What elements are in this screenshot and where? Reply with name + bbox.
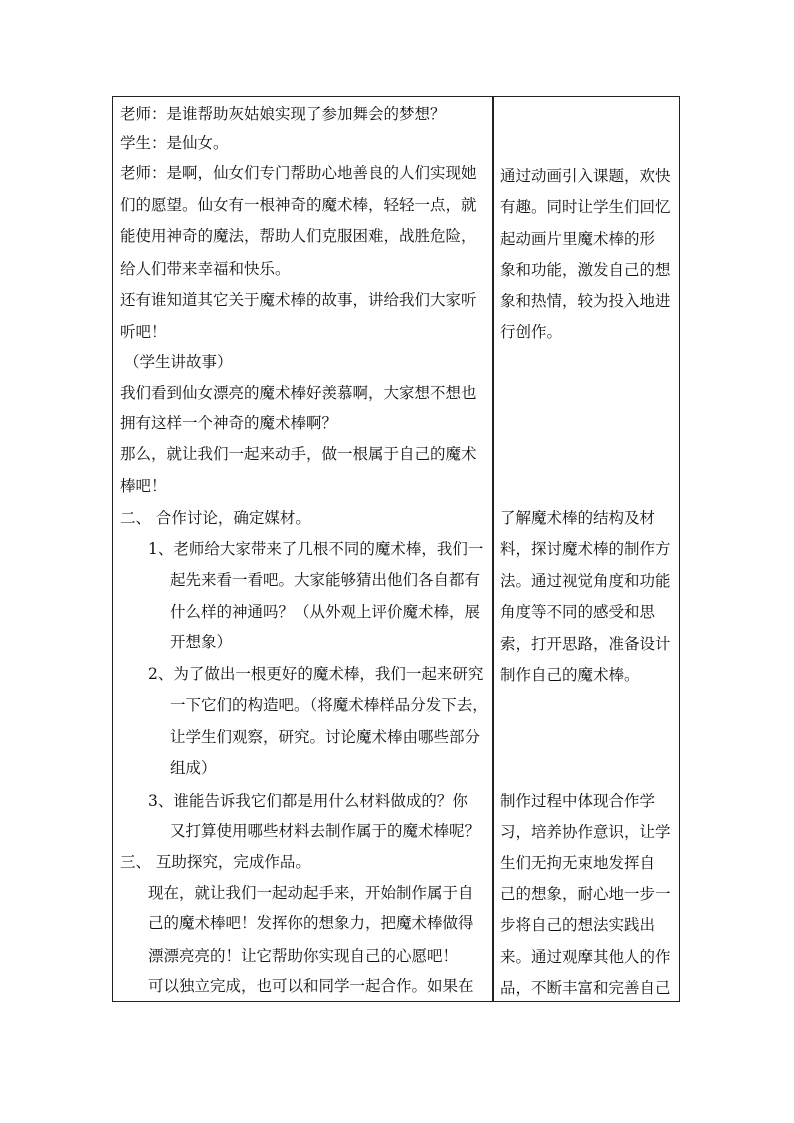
process-text-line: 还有谁知道其它关于魔术棒的故事，讲给我们大家听 [120,291,477,309]
process-text-line: 二、 合作讨论，确定媒材。 [120,509,311,527]
intent-text-line: 了解魔术棒的结构及材 [500,509,656,527]
process-text-line: 一下它们的构造吧。（将魔术棒样品分发下去， [170,696,488,714]
intent-text-line: 制作过程中体现合作学 [500,792,656,810]
process-text-line: 什么样的神通吗？（从外观上评价魔术棒，展 [170,603,481,621]
process-text-line: 1、老师给大家带来了几根不同的魔术棒，我们一 [148,540,484,558]
intent-text-line: 料，探讨魔术棒的制作方 [500,540,671,558]
intent-text-line: 索，打开思路，准备设计 [500,635,671,653]
process-text-line: 漂漂亮亮的！让它帮助你实现自己的心愿吧！ [148,947,459,965]
process-text-line: 们的愿望。仙女有一根神奇的魔术棒，轻轻一点，就 [120,196,477,214]
process-text-line: 学生：是仙女。 [120,134,229,152]
process-text-line: 2、为了做出一根更好的魔术棒，我们一起来研究 [148,665,484,683]
process-text-line: 听吧！ [120,323,167,341]
process-text-line: 老师：是谁帮助灰姑娘实现了参加舞会的梦想？ [120,105,446,123]
intent-text-line: 来。通过观摩其他人的作 [500,948,671,966]
process-text-line: 让学生们观察，研究。讨论魔术棒由哪些部分 [170,728,481,746]
intent-text-line: 通过动画引入课题，欢快 [500,167,671,185]
intent-text-line: 象和功能，激发自己的想 [500,261,671,279]
process-text-line: 起先来看一看吧。大家能够猜出他们各自都有 [170,571,481,589]
process-text-line: 开想象） [170,633,233,651]
intent-text-line: 角度等不同的感受和思 [500,603,656,621]
process-text-line: 3、谁能告诉我它们都是用什么材料做成的？你 [148,792,468,810]
intent-text-line: 法。通过视觉角度和功能 [500,572,671,590]
intent-text-line: 习，培养协作意识，让学 [500,823,671,841]
process-text-line: 又打算使用哪些材料去制作属于的魔术棒呢？ [170,822,481,840]
process-text-line: 现在，就让我们一起动起手来，开始制作属于自 [148,884,474,902]
intent-text-line: 制作自己的魔术棒。 [500,666,640,684]
intent-text-line: 生们无拘无束地发挥自 [500,854,656,872]
process-text-line: 己的魔术棒吧！发挥你的想象力，把魔术棒做得 [148,914,474,932]
intent-text-line: 品，不断丰富和完善自己 [500,979,671,997]
process-text-line: 给人们带来幸福和快乐。 [120,260,291,278]
intent-text-line: 己的想象，耐心地一步一 [500,885,671,903]
intent-text-line: 步将自己的想法实践出 [500,916,656,934]
process-text-line: 棒吧！ [120,477,167,495]
process-text-line: 可以独立完成，也可以和同学一起合作。如果在 [148,977,474,995]
process-text-line: 组成） [170,759,217,777]
process-text-line: 老师：是啊，仙女们专门帮助心地善良的人们实现她 [120,164,477,182]
process-text-line: （学生讲故事） [124,353,233,371]
process-text-line: 能使用神奇的魔法，帮助人们克服困难，战胜危险， [120,227,477,245]
process-text-line: 拥有这样一个神奇的魔术棒啊？ [120,414,338,432]
process-text-line: 那么，就让我们一起来动手，做一根属于自己的魔术 [120,445,477,463]
column-divider [492,97,494,1001]
process-text-line: 我们看到仙女漂亮的魔术棒好羡慕啊，大家想不想也 [120,384,477,402]
intent-text-line: 有趣。同时让学生们回忆 [500,198,671,216]
intent-text-line: 行创作。 [500,323,563,341]
intent-text-line: 象和热情，较为投入地进 [500,292,671,310]
process-text-line: 三、 互助探究，完成作品。 [120,853,311,871]
intent-text-line: 起动画片里魔术棒的形 [500,230,656,248]
